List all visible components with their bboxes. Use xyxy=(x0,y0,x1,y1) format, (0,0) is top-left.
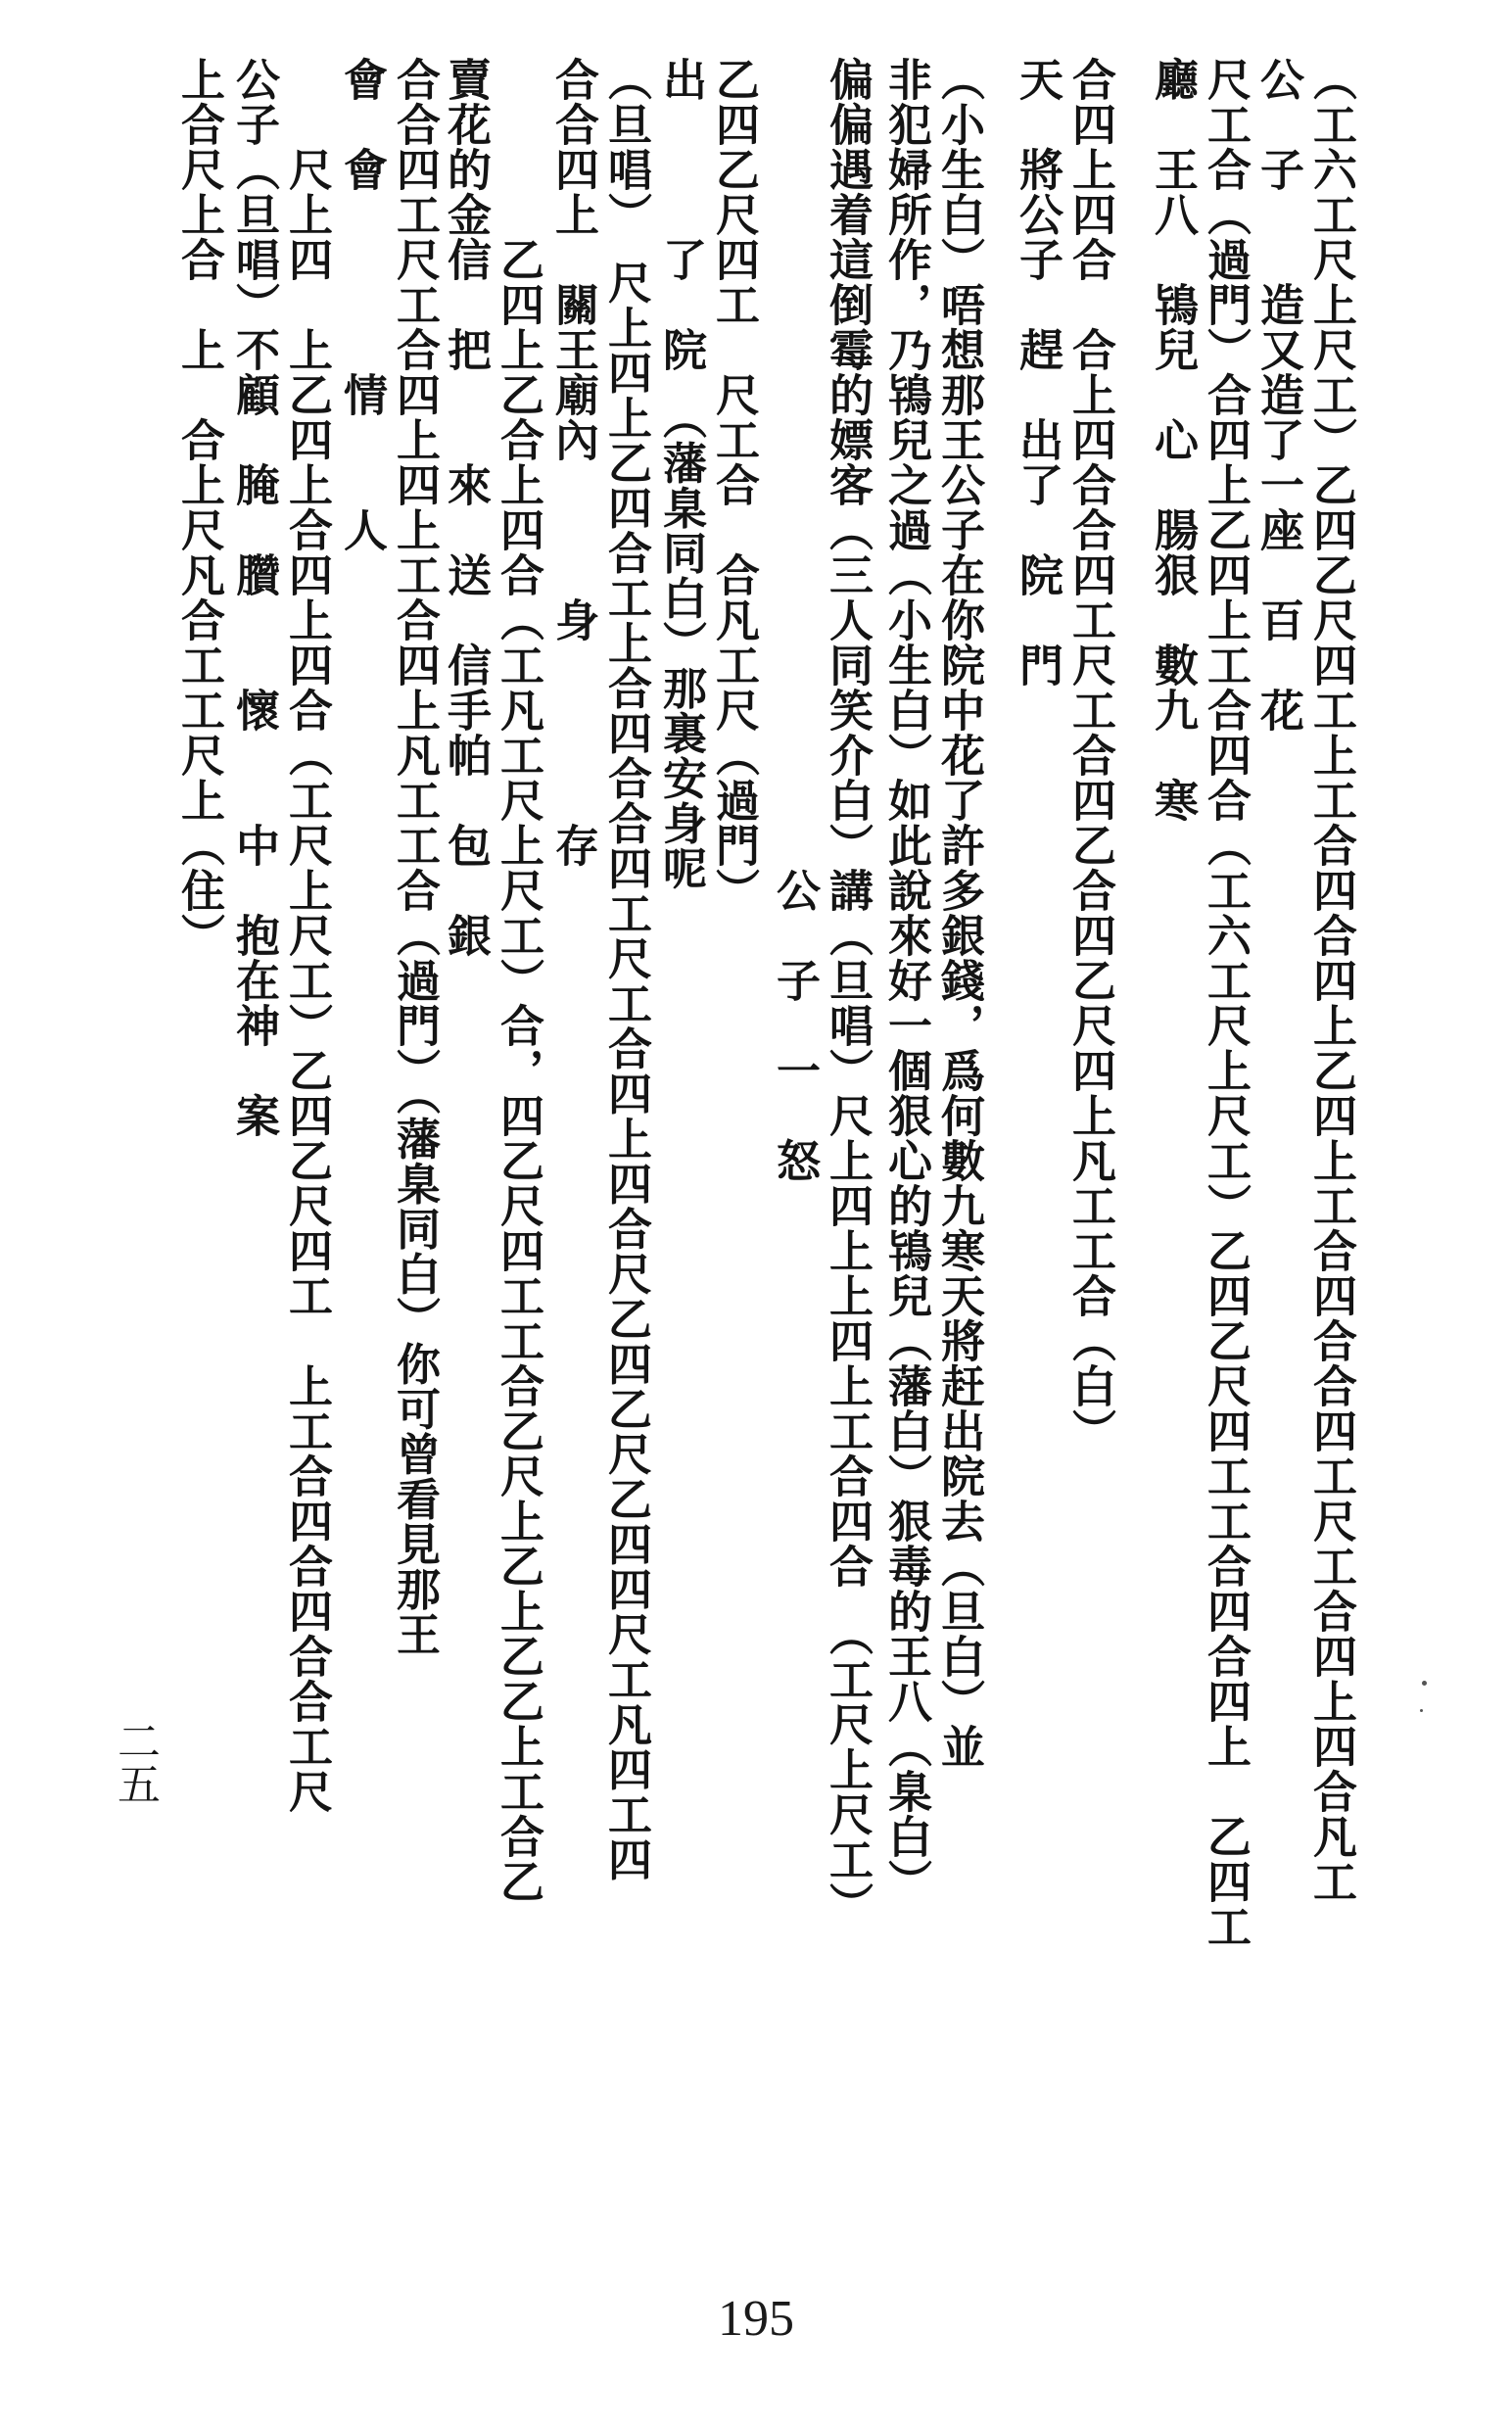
text-column-18: 會 會 情 人 xyxy=(336,57,388,552)
text-column-13: （旦唱） 尺上四上乙四合工上合四合合四工尺工合四上四合尺乙四乙尺乙四四尺工凡四工四 xyxy=(600,57,652,1882)
text-column-6: 天 將公子 趕 出了 院 門 xyxy=(1012,57,1063,688)
text-column-1: （工六工尺上尺工）乙四乙尺四工上工合四合四上乙四上工合四合合四工尺工合四上四合凡工 xyxy=(1305,57,1357,1904)
text-column-4: 廳 王八 鴇兒 心 腸狠 數九 寒 xyxy=(1147,57,1199,823)
print-speck xyxy=(1422,1681,1427,1686)
page-number: 195 xyxy=(718,2291,794,2347)
text-column-10: 公 子 一 怒 xyxy=(769,57,821,1183)
text-column-14: 合合四上 關王廟內 身 存 xyxy=(547,57,599,868)
text-column-11: 乙四乙尺四工 尺工合 合凡工尺（過門） xyxy=(708,57,760,913)
text-column-3: 尺工合（過門）合四上乙四上工合四合（工六工尺上尺工）乙四乙尺四工工合四合四上 乙四工 xyxy=(1200,57,1252,1949)
text-column-19: 尺上四 上乙四上合四上四合（工尺上尺工）乙四乙尺四工 上工合四合四合合工尺 xyxy=(281,57,333,1814)
text-column-17: 合合四工尺工合四上四上工合四上凡工工合（過門）（藩臬同白）你可曾看見那王 xyxy=(389,57,441,1657)
text-column-15: 乙四上乙合上四合（工凡工尺上尺工）合，四乙尺四工工合乙尺上乙上乙乙上工合乙 xyxy=(493,57,544,1904)
text-column-5: 合四上四合 合上四合合四工尺工合四乙合四乙尺四上凡工工合（白） xyxy=(1064,57,1116,1453)
print-speck xyxy=(1420,1709,1423,1712)
folio-number: 二五 xyxy=(110,1719,160,1805)
text-column-20: 公子（旦唱）不顧 腌 臢 懷 中 抱在神 案 xyxy=(228,57,280,1138)
text-column-16: 賣花的金信 把 來 送 信手帕 包 銀 xyxy=(440,57,492,958)
text-column-8: 非犯婦所作，乃鴇兒之過（小生白）如此說來好一個狠心的鴇兒（藩白）狠毒的王八（臬白） xyxy=(880,57,932,1904)
text-column-21: 上合尺上合 上 合上尺凡合工工尺上（住） xyxy=(173,57,225,958)
text-column-9: 偏偏遇着這倒霉的嫖客（三人同笑介白）講（旦唱）尺上四上上四上工合四合 （工尺上尺工） xyxy=(822,57,874,1928)
text-column-12: 出 了 院 （藩臬同白）那裏安身呢 xyxy=(655,57,707,891)
text-column-7: （小生白）唔想那王公子在你院中花了許多銀錢，爲何數九寒天將赶出院去（旦白）並 xyxy=(933,57,985,1769)
text-column-2: 公 子 造又造了一座 百 花 xyxy=(1252,57,1304,733)
